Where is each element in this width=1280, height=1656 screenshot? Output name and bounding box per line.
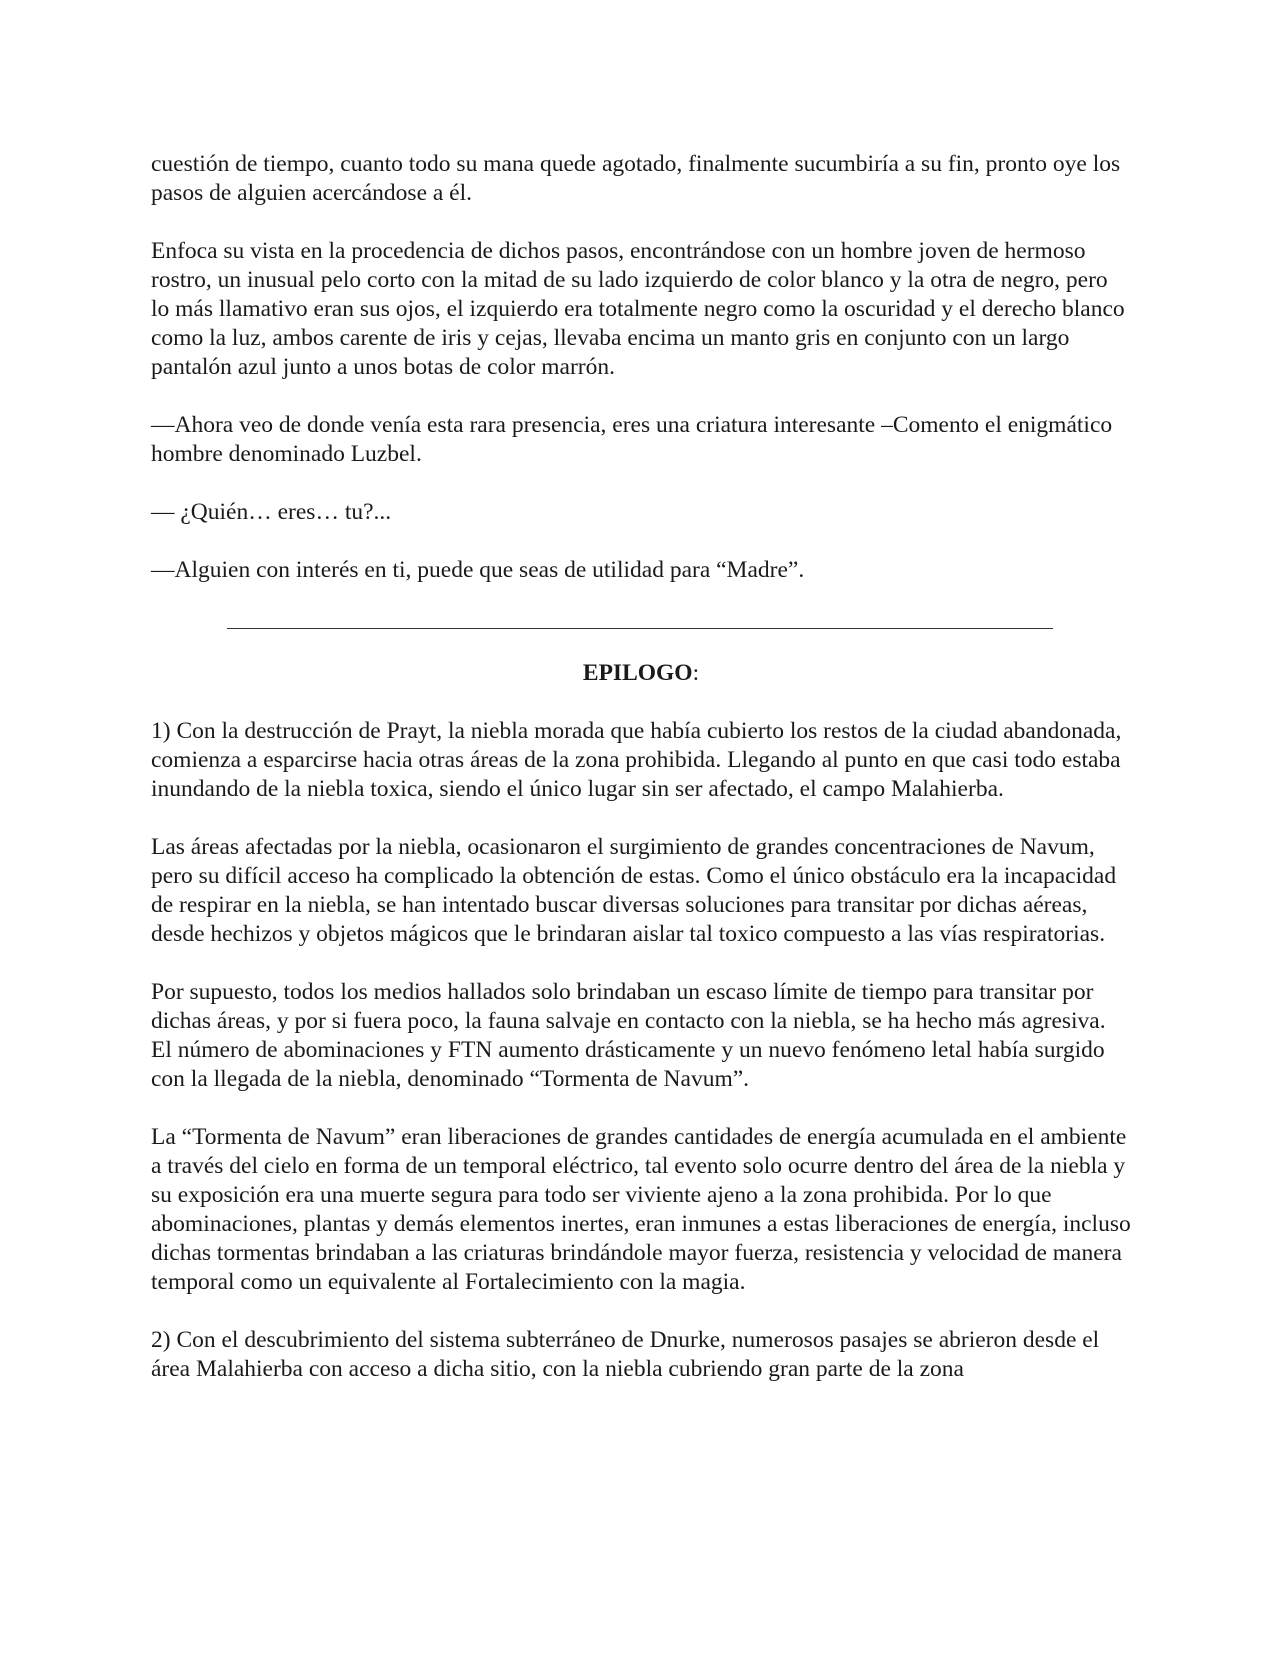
dialogue-line: — ¿Quién… eres… tu?... <box>151 499 392 525</box>
paragraph: cuestión de tiempo, cuanto todo su mana quede agotado, finalmente sucumbiría a su fin, pronto oye los pasos de alguien acercándose a él. <box>151 151 1121 206</box>
paragraph: Enfoca su vista en la procedencia de dichos pasos, encontrándose con un hombre joven de hermoso rostro, un inusual pelo corto con la mitad de su lado izquierdo de color blanco y la otra de negro, pero lo más llamativo eran sus ojos, el izquierdo era totalmente negro como la oscuridad y el derecho blanco como la luz, ambos carente de iris y cejas, llevaba encima un manto gris en conjunto con un largo pantalón azul junto a unos botas de color marrón. <box>151 238 1125 380</box>
paragraph: Las áreas afectadas por la niebla, ocasionaron el surgimiento de grandes concentraciones de Navum, pero su difícil acceso ha complicado la obtención de estas. Como el único obstáculo era la incapacidad de respirar en la niebla, se han intentado buscar diversas soluciones para transitar por dichas aéreas, desde hechizos y objetos mágicos que le brindaran aislar tal toxico compuesto a las vías respiratorias. <box>151 834 1117 947</box>
section-heading <box>151 659 1131 688</box>
paragraph: 1) Con la destrucción de Prayt, la niebla morada que había cubierto los restos de la ciudad abandonada, comienza a esparcirse hacia otras áreas de la zona prohibida. Llegando al punto en que casi todo estaba inundando de la niebla toxica, siendo el único lugar sin ser afectado, el campo Malahierba. <box>151 718 1122 802</box>
document-page <box>151 150 1131 1413</box>
heading-suffix: : <box>692 660 700 686</box>
heading-title: EPILOGO <box>582 660 693 686</box>
paragraph: 2) Con el descubrimiento del sistema subterráneo de Dnurke, numerosos pasajes se abrieron desde el área Malahierba con acceso a dicha sitio, con la niebla cubriendo gran parte de la zona <box>151 1327 1100 1382</box>
dialogue-line: —Ahora veo de donde venía esta rara presencia, eres una criatura interesante –Comento el enigmático hombre denominado Luzbel. <box>151 412 1113 467</box>
paragraph: La “Tormenta de Navum” eran liberaciones de grandes cantidades de energía acumulada en el ambiente a través del cielo en forma de un temporal eléctrico, tal evento solo ocurre dentro del área de la niebla y su exposición era una muerte segura para todo ser viviente ajeno a la zona prohibida. Por lo que abominaciones, plantas y demás elementos inertes, eran inmunes a estas liberaciones de energía, incluso dichas tormentas brindaban a las criaturas brindándole mayor fuerza, resistencia y velocidad de manera temporal como un equivalente al Fortalecimiento con la magia. <box>151 1124 1131 1295</box>
dialogue-line: —Alguien con interés en ti, puede que seas de utilidad para “Madre”. <box>151 557 805 583</box>
section-divider <box>227 628 1053 629</box>
paragraph: Por supuesto, todos los medios hallados solo brindaban un escaso límite de tiempo para transitar por dichas áreas, y por si fuera poco, la fauna salvaje en contacto con la niebla, se ha hecho más agresiva. El número de abominaciones y FTN aumento drásticamente y un nuevo fenómeno letal había surgido con la llegada de la niebla, denominado “Tormenta de Navum”. <box>151 979 1106 1092</box>
